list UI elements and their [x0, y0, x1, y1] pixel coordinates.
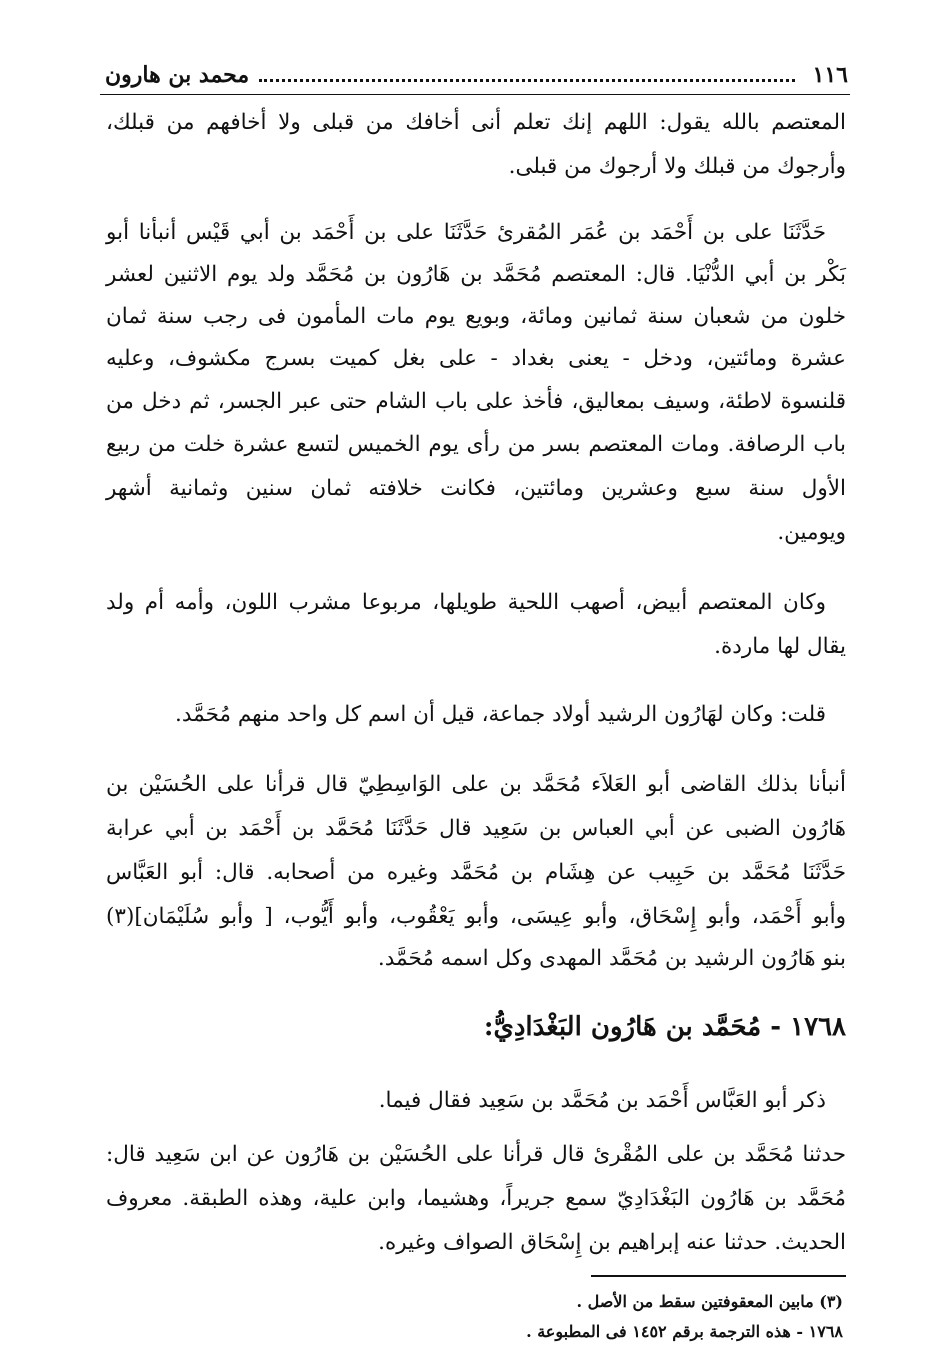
text-line: بنو هَارُون الرشيد بن مُحَمَّد المهدى وكل اسمه مُحَمَّد. [377, 946, 846, 971]
text-line: ويومين. [777, 520, 846, 545]
text-line: الحديث. حدثنا عنه إبراهيم بن إِسْحَاق الصواف وغيره. [378, 1230, 846, 1255]
text-line: مُحَمَّد بن هَارُون البَغْدَادِيّ سمع جريراً، وهشيما، وابن علية، وهذه الطبقة. معروف [106, 1186, 846, 1211]
text-line: المعتصم بالله يقول: اللهم إنك تعلم أنى أخافك من قبلى ولا أخافهم من قبلك، [106, 110, 846, 135]
header-rule [100, 94, 850, 95]
text-line: وكان المعتصم أبيض، أصهب اللحية طويلها، مربوعا مشرب اللون، وأمه أم ولد [106, 590, 826, 615]
text-line: وأبو أَحْمَد، وأبو إِسْحَاق، وأبو عِيسَى، وأبو يَعْقُوب، وأبو أَيُّوب، [ وأبو سُلَيْمَان](٣) [106, 904, 846, 929]
footnote: ١٧٦٨ - هذه الترجمة برقم ١٤٥٢ فى المطبوعة . [526, 1322, 843, 1341]
text-line: أنبأنا بذلك القاضى أبو العَلاَء مُحَمَّد بن على الوَاسِطِيّ قال قرأنا على الحُسَيْن بن [106, 772, 846, 797]
text-line: عشرة ومائتين، ودخل - يعنى بغداد - على بغل كميت بسرج مكشوف، وعليه [106, 346, 846, 371]
footnote-rule [591, 1275, 846, 1277]
text-line: حَدَّثَنَا مُحَمَّد بن حَبِيب عن هِشَام بن مُحَمَّد وغيره من أصحابه. قال: أبو العَبَّاس [106, 860, 846, 885]
text-line: باب الرصافة. ومات المعتصم بسر من رأى يوم الخميس لتسع عشرة خلت من ربيع [106, 432, 846, 457]
text-line: يقال لها ماردة. [714, 634, 846, 659]
page-number: ١١٦ [812, 62, 848, 88]
running-title: محمد بن هارون [105, 62, 250, 88]
entry-heading: ١٧٦٨ - مُحَمَّد بن هَارُون البَغْدَادِيُّ: [483, 1012, 846, 1042]
header-leader-dots [259, 69, 794, 82]
text-line: قلت: وكان لهَارُون الرشيد أولاد جماعة، قيل أن اسم كل واحد منهم مُحَمَّد. [175, 702, 826, 727]
text-line: حدثنا مُحَمَّد بن على المُقْرئ قال قرأنا على الحُسَيْن بن هَارُون عن ابن سَعِيد قال: [106, 1142, 846, 1167]
text-line: الأول سنة سبع وعشرين ومائتين، فكانت خلافته ثمان سنين وثمانية أشهر [106, 476, 846, 501]
text-line: قلنسوة لاطئة، وسيف بمعاليق، فأخذ على باب الشام حتى عبر الجسر، ثم دخل من [106, 389, 846, 414]
text-line: هَارُون الضبى عن أبي العباس بن سَعِيد قال حَدَّثَنَا مُحَمَّد بن أَحْمَد بن أبي عرابة [106, 816, 846, 841]
text-line: حَدَّثَنَا على بن أَحْمَد بن عُمَر المُقرئ حَدَّثَنَا على بن أَحْمَد بن أبي قَيْس أنبأنا أبو [106, 220, 826, 245]
page-header [105, 58, 848, 92]
text-line: وأرجوك من قبلك ولا أرجوك من قبلى. [508, 154, 846, 179]
footnote: (٣) مابين المعقوفتين سقط من الأصل . [576, 1292, 843, 1311]
text-line: ذكر أبو العَبَّاس أَحْمَد بن مُحَمَّد بن سَعِيد فقال فيما. [378, 1088, 826, 1113]
text-line: خلون من شعبان سنة ثمانين ومائة، وبويع يوم مات المأمون فى رجب سنة ثمان [106, 304, 846, 329]
text-line: بَكْر بن أبي الدُّنْيَا. قال: المعتصم مُحَمَّد بن هَارُون بن مُحَمَّد ولد يوم الاثنين لعشر [106, 262, 846, 287]
